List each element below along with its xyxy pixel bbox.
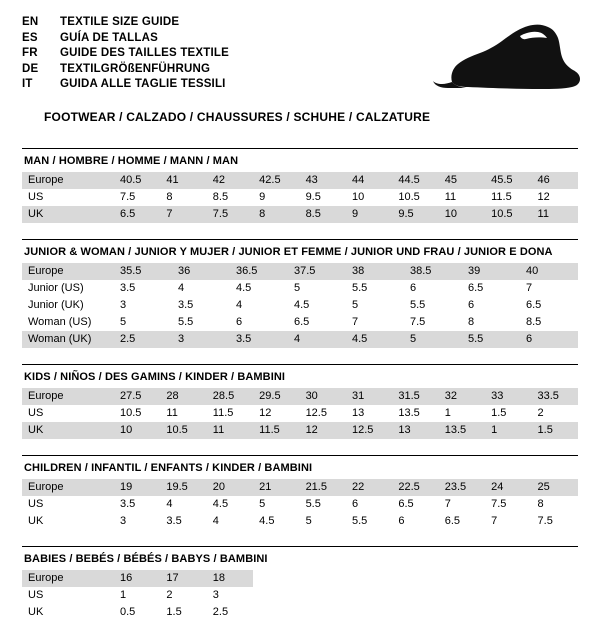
dress-shoe-icon xyxy=(392,20,582,100)
size-cell: 22 xyxy=(346,479,392,496)
size-section-title: MAN / HOMBRE / HOMME / MANN / MAN xyxy=(22,148,578,172)
table-row xyxy=(22,297,578,314)
table-row xyxy=(22,331,578,348)
language-code: IT xyxy=(22,78,33,90)
size-cell: 3.5 xyxy=(120,282,136,294)
size-cell: 12 xyxy=(300,422,346,439)
size-cell: 6 xyxy=(351,498,359,510)
size-cell xyxy=(485,570,531,587)
size-cell: 13.5 xyxy=(439,422,485,439)
size-cell xyxy=(532,587,578,604)
size-cell: 43 xyxy=(300,172,346,189)
size-cell xyxy=(346,587,392,604)
size-cell: 6 xyxy=(410,282,417,294)
language-code: ES xyxy=(22,31,38,44)
size-section xyxy=(22,546,578,621)
size-cell: 3.5 xyxy=(120,498,136,510)
size-cell: 35.5 xyxy=(114,263,172,280)
size-cell: 3.5 xyxy=(178,299,194,311)
size-cell: 33 xyxy=(485,388,531,405)
size-cell xyxy=(392,604,438,621)
size-cell xyxy=(392,587,438,604)
size-cell: 44.5 xyxy=(392,172,438,189)
size-cell: 45.5 xyxy=(485,172,531,189)
size-cell: 31.5 xyxy=(392,388,438,405)
size-cell: 12.5 xyxy=(305,407,327,419)
size-cell: 8 xyxy=(468,316,475,328)
size-cell: 3 xyxy=(120,515,127,527)
size-cell: 11 xyxy=(166,407,178,419)
size-cell: 7 xyxy=(526,282,533,294)
size-cell: 8.5 xyxy=(212,191,229,203)
table-row xyxy=(22,496,578,513)
size-cell: 9.5 xyxy=(392,206,438,223)
size-cell: 7.5 xyxy=(491,498,507,510)
table-row xyxy=(22,172,578,189)
size-cell: 5.5 xyxy=(305,498,321,510)
size-cell: 6.5 xyxy=(114,206,160,223)
table-row xyxy=(22,587,578,604)
size-cell xyxy=(300,570,346,587)
size-cell: 8 xyxy=(537,498,544,510)
size-cell: 5.5 xyxy=(178,316,194,328)
size-cell: 10 xyxy=(114,422,160,439)
size-cell: 5.5 xyxy=(352,282,368,294)
size-cell: 44 xyxy=(346,172,392,189)
footwear-category-title: FOOTWEAR / CALZADO / CHAUSSURES / SCHUHE / CALZATURE xyxy=(44,109,431,124)
table-row xyxy=(22,405,578,422)
size-cell: 1 xyxy=(485,422,531,439)
size-cell: 38.5 xyxy=(404,263,462,280)
size-cell: 13 xyxy=(351,407,365,419)
size-cell: 10 xyxy=(351,191,365,203)
size-cell: 6 xyxy=(398,515,405,527)
size-cell: 13 xyxy=(392,422,438,439)
size-section xyxy=(22,455,578,530)
size-cell: 6.5 xyxy=(444,515,461,527)
size-cell: 10 xyxy=(439,206,485,223)
language-row xyxy=(22,32,229,48)
size-table xyxy=(22,172,578,223)
size-cell: 23.5 xyxy=(439,479,485,496)
size-cell: 30 xyxy=(300,388,346,405)
size-cell: 5 xyxy=(120,316,127,328)
table-row xyxy=(22,189,578,206)
size-section xyxy=(22,364,578,439)
size-cell: 10.5 xyxy=(160,422,206,439)
size-cell: 40 xyxy=(520,263,578,280)
row-label: US xyxy=(28,589,44,601)
size-cell: 1 xyxy=(120,589,127,601)
size-section xyxy=(22,148,578,223)
size-cell: 2 xyxy=(166,589,173,601)
size-cell: 21.5 xyxy=(300,479,346,496)
size-cell: 1 xyxy=(444,407,451,419)
language-title: TEXTILE SIZE GUIDE xyxy=(60,16,180,28)
size-cell: 8.5 xyxy=(526,316,542,328)
size-cell xyxy=(253,587,299,604)
row-label: Europe xyxy=(22,570,114,587)
size-cell: 10.5 xyxy=(120,407,142,419)
size-cell: 5 xyxy=(305,515,312,527)
size-sections xyxy=(0,118,600,621)
size-cell: 33.5 xyxy=(532,388,578,405)
size-cell: 39 xyxy=(462,263,520,280)
size-cell: 7 xyxy=(491,515,498,527)
size-cell: 5.5 xyxy=(351,515,368,527)
size-cell: 4 xyxy=(166,498,173,510)
size-cell: 6 xyxy=(468,299,475,311)
size-cell: 4.5 xyxy=(346,331,404,348)
size-cell: 13.5 xyxy=(398,407,420,419)
size-table xyxy=(22,388,578,439)
row-label: Europe xyxy=(22,263,114,280)
size-cell: 28.5 xyxy=(207,388,253,405)
size-cell: 7.5 xyxy=(410,316,426,328)
size-cell: 4 xyxy=(178,282,185,294)
size-section-title: JUNIOR & WOMAN / JUNIOR Y MUJER / JUNIOR ET FEMME / JUNIOR UND FRAU / JUNIOR E DONA xyxy=(22,239,578,263)
language-title: GUÍA DE TALLAS xyxy=(60,31,158,44)
size-cell: 2 xyxy=(537,407,544,419)
size-cell: 3.5 xyxy=(166,515,182,527)
size-cell xyxy=(439,587,485,604)
size-cell: 3.5 xyxy=(230,331,288,348)
table-row xyxy=(22,604,578,621)
size-cell xyxy=(392,570,438,587)
size-table xyxy=(22,479,578,530)
size-cell: 10.5 xyxy=(485,206,531,223)
language-row xyxy=(22,63,229,79)
size-cell: 25 xyxy=(532,479,578,496)
size-cell: 11.5 xyxy=(212,407,234,419)
row-label: UK xyxy=(22,206,114,223)
size-cell: 4 xyxy=(288,331,346,348)
size-cell: 5.5 xyxy=(462,331,520,348)
size-cell: 16 xyxy=(114,570,160,587)
row-label: UK xyxy=(28,515,44,527)
size-table xyxy=(22,263,578,348)
size-cell: 1.5 xyxy=(532,422,578,439)
size-cell: 4.5 xyxy=(212,498,229,510)
size-cell: 9.5 xyxy=(305,191,321,203)
size-cell: 9 xyxy=(346,206,392,223)
size-cell: 4 xyxy=(236,299,243,311)
size-cell: 22.5 xyxy=(392,479,438,496)
size-cell: 5 xyxy=(259,498,266,510)
size-cell: 40.5 xyxy=(114,172,160,189)
size-cell: 2.5 xyxy=(114,331,172,348)
size-section-title: KIDS / NIÑOS / DES GAMINS / KINDER / BAMBINI xyxy=(22,364,578,388)
size-cell: 17 xyxy=(160,570,206,587)
size-cell: 6 xyxy=(520,331,578,348)
size-cell: 41 xyxy=(160,172,206,189)
size-cell xyxy=(439,570,485,587)
row-label: Junior (UK) xyxy=(28,299,84,311)
size-cell: 4.5 xyxy=(236,282,252,294)
size-cell: 7.5 xyxy=(207,206,253,223)
size-cell: 27.5 xyxy=(114,388,160,405)
size-section-title: BABIES / BEBÉS / BÉBÉS / BABYS / BAMBINI xyxy=(22,546,578,570)
language-row xyxy=(22,16,229,32)
language-title-list xyxy=(22,16,229,94)
table-row xyxy=(22,479,578,496)
size-cell: 4 xyxy=(212,515,219,527)
size-cell xyxy=(532,570,578,587)
table-row xyxy=(22,206,578,223)
size-table xyxy=(22,570,578,621)
size-cell: 20 xyxy=(207,479,253,496)
size-section-title: CHILDREN / INFANTIL / ENFANTS / KINDER / BAMBINI xyxy=(22,455,578,479)
size-cell: 4.5 xyxy=(294,299,310,311)
size-cell: 19.5 xyxy=(160,479,206,496)
size-cell: 12 xyxy=(537,191,550,203)
row-label: Europe xyxy=(22,388,114,405)
size-cell: 6.5 xyxy=(398,498,414,510)
row-label: UK xyxy=(22,422,114,439)
size-cell: 11 xyxy=(207,422,253,439)
language-row xyxy=(22,47,229,63)
size-cell: 5 xyxy=(352,299,359,311)
size-cell xyxy=(300,604,346,621)
size-cell: 11 xyxy=(444,191,457,203)
size-cell: 37.5 xyxy=(288,263,346,280)
size-cell: 6.5 xyxy=(468,282,484,294)
size-cell: 3 xyxy=(120,299,127,311)
size-cell: 19 xyxy=(114,479,160,496)
table-row xyxy=(22,513,578,530)
size-cell: 36.5 xyxy=(230,263,288,280)
size-cell: 10.5 xyxy=(398,191,420,203)
row-label: US xyxy=(28,498,44,510)
size-cell: 8 xyxy=(166,191,173,203)
row-label: Europe xyxy=(22,479,114,496)
size-cell: 29.5 xyxy=(253,388,299,405)
row-label: UK xyxy=(28,606,44,618)
size-cell: 32 xyxy=(439,388,485,405)
size-cell: 11.5 xyxy=(253,422,299,439)
size-cell: 7 xyxy=(444,498,451,510)
table-row xyxy=(22,422,578,439)
table-row xyxy=(22,388,578,405)
row-label: Woman (US) xyxy=(28,316,92,328)
size-cell: 5 xyxy=(294,282,301,294)
size-cell: 2.5 xyxy=(212,606,229,618)
language-title: GUIDE DES TAILLES TEXTILE xyxy=(60,47,229,59)
size-cell: 1.5 xyxy=(166,606,182,618)
language-code: FR xyxy=(22,47,38,59)
language-title: TEXTILGRÖßENFÜHRUNG xyxy=(60,62,211,75)
size-cell xyxy=(300,587,346,604)
size-cell: 45 xyxy=(439,172,485,189)
size-cell: 36 xyxy=(172,263,230,280)
size-cell: 6.5 xyxy=(526,299,542,311)
size-cell: 38 xyxy=(346,263,404,280)
language-code: EN xyxy=(22,16,39,28)
size-cell xyxy=(346,604,392,621)
row-label: Woman (UK) xyxy=(22,331,114,348)
size-cell xyxy=(485,604,531,621)
size-cell: 5 xyxy=(404,331,462,348)
language-title: GUIDA ALLE TAGLIE TESSILI xyxy=(60,78,226,90)
size-cell xyxy=(253,604,299,621)
size-cell: 42.5 xyxy=(253,172,299,189)
language-code: DE xyxy=(22,62,39,75)
row-label: US xyxy=(28,407,44,419)
size-cell: 11 xyxy=(532,206,578,223)
size-cell: 12 xyxy=(259,407,272,419)
size-cell: 31 xyxy=(346,388,392,405)
size-cell: 9 xyxy=(259,191,266,203)
size-cell xyxy=(253,570,299,587)
table-row xyxy=(22,263,578,280)
size-cell: 24 xyxy=(485,479,531,496)
size-cell: 21 xyxy=(253,479,299,496)
row-label: Europe xyxy=(22,172,114,189)
size-cell: 12.5 xyxy=(346,422,392,439)
size-cell: 5.5 xyxy=(410,299,426,311)
table-row xyxy=(22,314,578,331)
row-label: US xyxy=(28,191,44,203)
row-label: Junior (US) xyxy=(28,282,84,294)
size-cell: 18 xyxy=(207,570,253,587)
size-cell: 46 xyxy=(532,172,578,189)
size-cell: 42 xyxy=(207,172,253,189)
size-cell xyxy=(346,570,392,587)
size-section xyxy=(22,239,578,348)
size-cell: 3 xyxy=(212,589,219,601)
size-cell: 4.5 xyxy=(259,515,275,527)
document-header xyxy=(0,0,600,124)
size-cell: 6.5 xyxy=(294,316,310,328)
size-cell: 7 xyxy=(352,316,359,328)
size-cell xyxy=(439,604,485,621)
size-cell: 0.5 xyxy=(120,606,136,618)
size-cell: 28 xyxy=(160,388,206,405)
size-cell xyxy=(532,604,578,621)
table-row xyxy=(22,280,578,297)
size-cell: 6 xyxy=(236,316,243,328)
size-cell: 1.5 xyxy=(491,407,507,419)
size-cell: 7.5 xyxy=(120,191,136,203)
size-cell: 8 xyxy=(253,206,299,223)
language-row xyxy=(22,78,229,94)
size-cell xyxy=(485,587,531,604)
table-row xyxy=(22,570,578,587)
size-cell: 7.5 xyxy=(537,515,553,527)
size-cell: 8.5 xyxy=(300,206,346,223)
size-cell: 11.5 xyxy=(491,191,512,203)
size-cell: 3 xyxy=(172,331,230,348)
size-cell: 7 xyxy=(160,206,206,223)
